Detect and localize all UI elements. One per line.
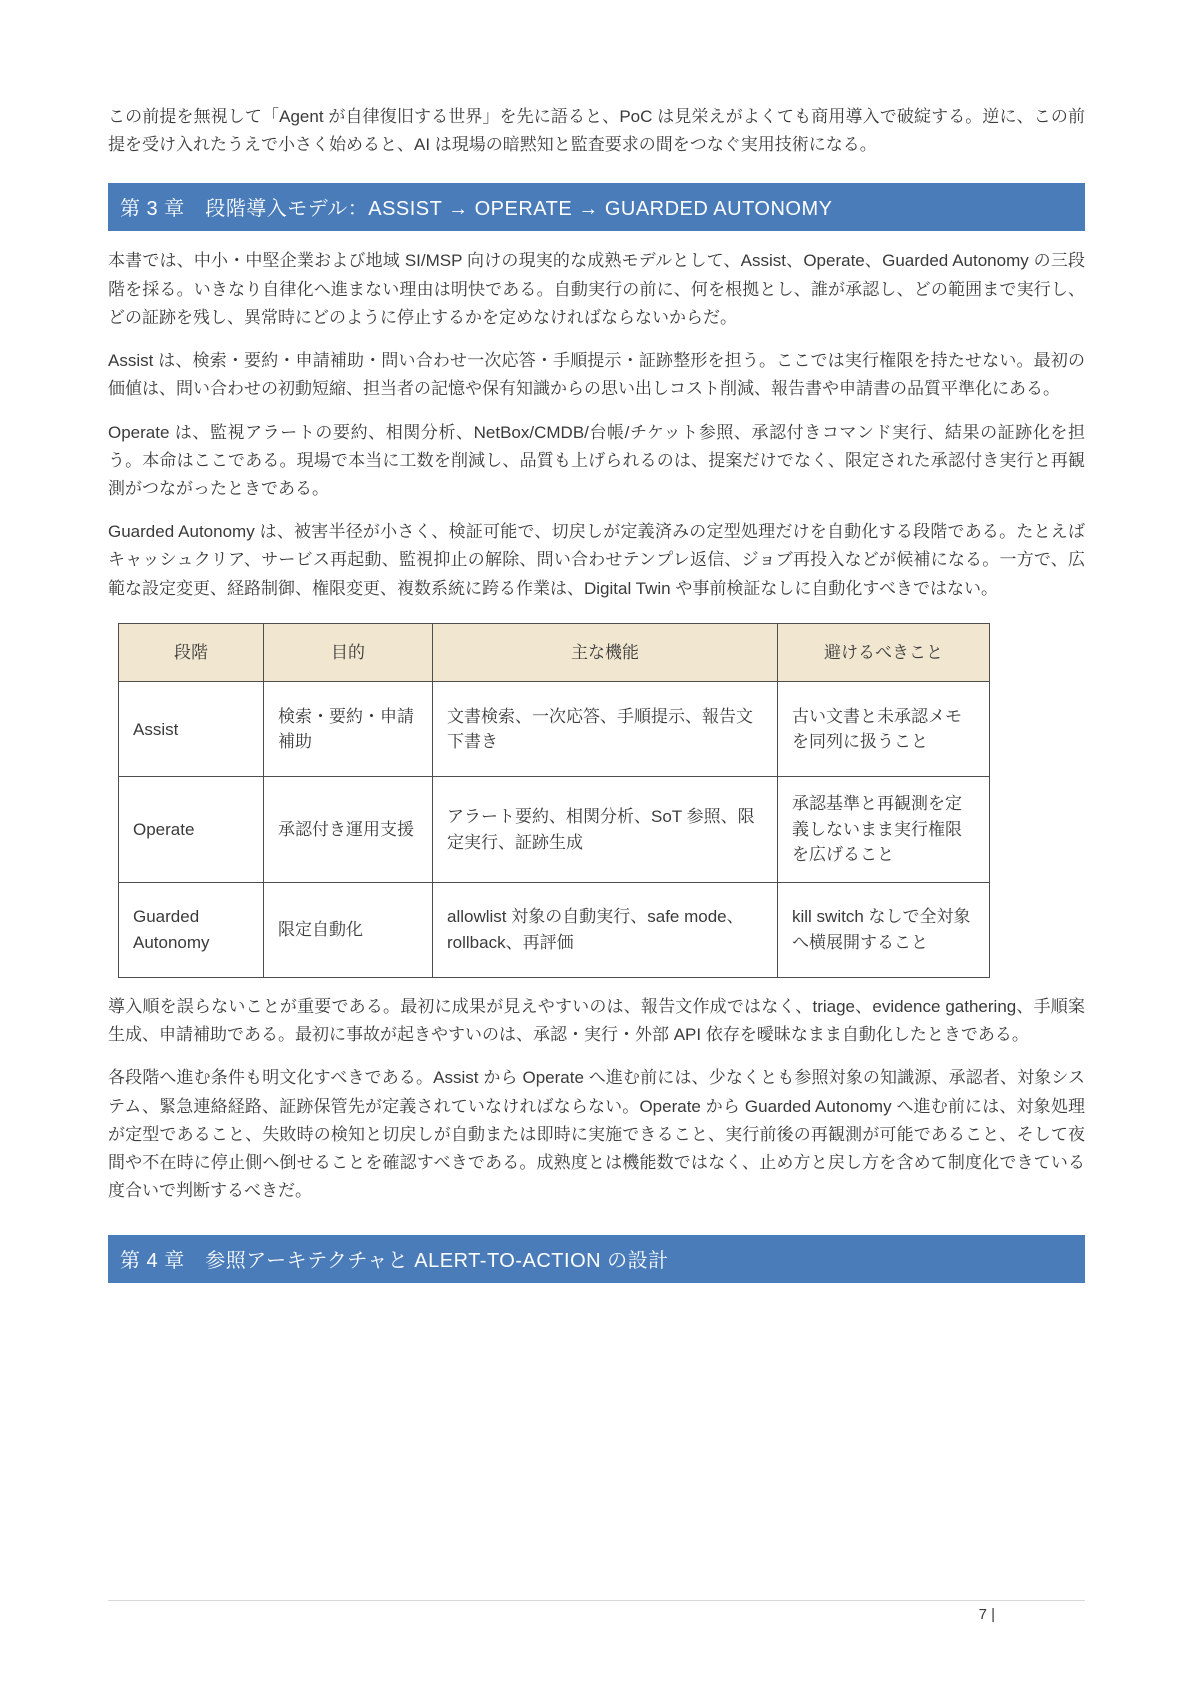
page-number: 7 | [978, 1606, 995, 1623]
chapter-3-header: 第 3 章 段階導入モデル：ASSIST → OPERATE → GUARDED AUTONOMY [108, 183, 1085, 231]
table-cell: アラート要約、相関分析、SoT 参照、限定実行、証跡生成 [433, 777, 778, 883]
table-row [119, 882, 990, 977]
table-cell: Guarded Autonomy [119, 882, 264, 977]
footer-divider [108, 1600, 1085, 1601]
table-cell: 承認付き運用支援 [264, 777, 433, 883]
table-cell: Operate [119, 777, 264, 883]
table-row [119, 682, 990, 777]
phases-table [118, 623, 990, 978]
table-cell: 検索・要約・申請補助 [264, 682, 433, 777]
intro-paragraph: この前提を無視して「Agent が自律復旧する世界」を先に語ると、PoC は見栄えがよくても商用導入で破綻する。逆に、この前提を受け入れたうえで小さく始めると、AI は現場の暗黙知と監査要求の間をつなぐ実用技術になる。 [108, 107, 1085, 155]
paragraph-assist: Assist は、検索・要約・申請補助・問い合わせ一次応答・手順提示・証跡整形を担う。ここでは実行権限を持たせない。最初の価値は、問い合わせの初動短縮、担当者の記憶や保有知識からの思い出しコスト削減、報告書や申請書の品質平準化にある。 [108, 351, 1085, 399]
table-cell: 承認基準と再観測を定義しないまま実行権限を広げること [778, 777, 990, 883]
table-header-row [119, 623, 990, 682]
table-cell: 古い文書と未承認メモを同列に扱うこと [778, 682, 990, 777]
paragraph-guarded-autonomy: Guarded Autonomy は、被害半径が小さく、検証可能で、切戻しが定義済みの定型処理だけを自動化する段階である。たとえばキャッシュクリア、サービス再起動、監視抑止の解除、問い合わせテンプレ返信、ジョブ再投入などが候補になる。一方で、広範な設定変更、経路制御、権限変更、複数系統に跨る作業は、Digital Twin や事前検証なしに自動化すべきではない。 [108, 522, 1085, 598]
paragraph-adoption-order: 導入順を誤らないことが重要である。最初に成果が見えやすいのは、報告文作成ではなく、triage、evidence gathering、手順案生成、申請補助である。最初に事故が起きやすいのは、承認・実行・外部 API 依存を曖昧なまま自動化したときである。 [108, 996, 1085, 1045]
table-row [119, 777, 990, 883]
chapter-4-header: 第 4 章 参照アーキテクチャと ALERT-TO-ACTION の設計 [108, 1235, 1085, 1283]
table-cell: Assist [119, 682, 264, 777]
table-header-functions: 主な機能 [433, 623, 778, 682]
table-header-stage: 段階 [119, 623, 264, 682]
table-header-avoid: 避けるべきこと [778, 623, 990, 682]
table-header-purpose: 目的 [264, 623, 433, 682]
paragraph-operate: Operate は、監視アラートの要約、相関分析、NetBox/CMDB/台帳/チケット参照、承認付きコマンド実行、結果の証跡化を担う。本命はここである。現場で本当に工数を削減し、品質も上げられるのは、提案だけでなく、限定された承認付き実行と再観測がつながったときである。 [108, 422, 1085, 498]
paragraph-promotion-criteria: 各段階へ進む条件も明文化すべきである。Assist から Operate へ進む前には、少なくとも参照対象の知識源、承認者、対象システム、緊急連絡経路、証跡保管先が定義されていなければならない。Operate から Guarded Autonomy へ進む前には、対象処理が定型であること、失敗時の検知と切戻しが自動または即時に実施できること、実行前後の再観測が可能であること、そして夜間や不在時に停止側へ倒せることを確認すべきである。成熟度とは機能数ではなく、止め方と戻し方を含めて制度化できている度合いで判断するべきだ。 [108, 1068, 1085, 1201]
table-cell: 限定自動化 [264, 882, 433, 977]
table-cell: allowlist 対象の自動実行、safe mode、rollback、再評価 [433, 882, 778, 977]
paragraph-overview: 本書では、中小・中堅企業および地域 SI/MSP 向けの現実的な成熟モデルとして、Assist、Operate、Guarded Autonomy の三段階を採る。いきなり自律化へ進まない理由は明快である。自動実行の前に、何を根拠とし、誰が承認し、どの範囲まで実行し、どの証跡を残し、異常時にどのように停止するかを定めなければならないからだ。 [108, 251, 1085, 327]
table-cell: 文書検索、一次応答、手順提示、報告文下書き [433, 682, 778, 777]
table-cell: kill switch なしで全対象へ横展開すること [778, 882, 990, 977]
